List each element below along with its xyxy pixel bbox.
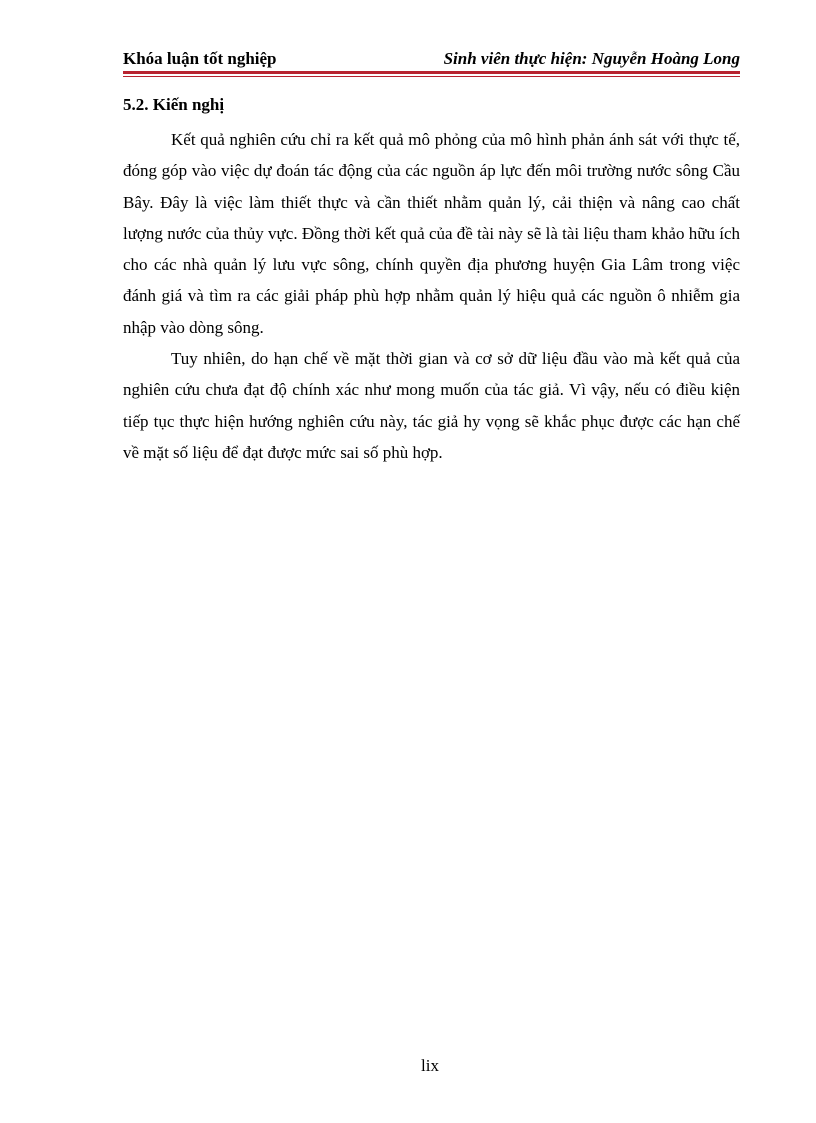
paragraph-1: Kết quả nghiên cứu chỉ ra kết quả mô phỏng của mô hình phản ánh sát với thực tế, đóng góp vào việc dự đoán tác động của các nguồn áp lực đến môi trường nước sông Cầu Bây. Đây là việc làm thiết thực và cần thiết nhằm quản lý, cải thiện và nâng cao chất lượng nước của thủy vực. Đồng thời kết quả của đề tài này sẽ là tài liệu tham khảo hữu ích cho các nhà quản lý lưu vực sông, chính quyền địa phương huyện Gia Lâm trong việc đánh giá và tìm ra các giải pháp phù hợp nhằm quản lý hiệu quả các nguồn ô nhiễm gia nhập vào dòng sông.	[123, 130, 740, 337]
section-heading: 5.2. Kiến nghị	[123, 95, 225, 114]
body-text	[123, 124, 740, 468]
header-left-text: Khóa luận tốt nghiệp	[123, 49, 277, 68]
page-header	[123, 47, 740, 71]
paragraph-2: Tuy nhiên, do hạn chế về mặt thời gian và cơ sở dữ liệu đầu vào mà kết quả của nghiên cứu chưa đạt độ chính xác như mong muốn của tác giả. Vì vậy, nếu có điều kiện tiếp tục thực hiện hướng nghiên cứu này, tác giả hy vọng sẽ khắc phục được các hạn chế về mặt số liệu để đạt được mức sai số phù hợp.	[123, 349, 740, 462]
page-number: lix	[421, 1056, 439, 1075]
header-right-text: Sinh viên thực hiện: Nguyễn Hoàng Long	[443, 49, 740, 68]
header-rule-thin	[123, 76, 740, 77]
header-rule-thick	[123, 71, 740, 74]
